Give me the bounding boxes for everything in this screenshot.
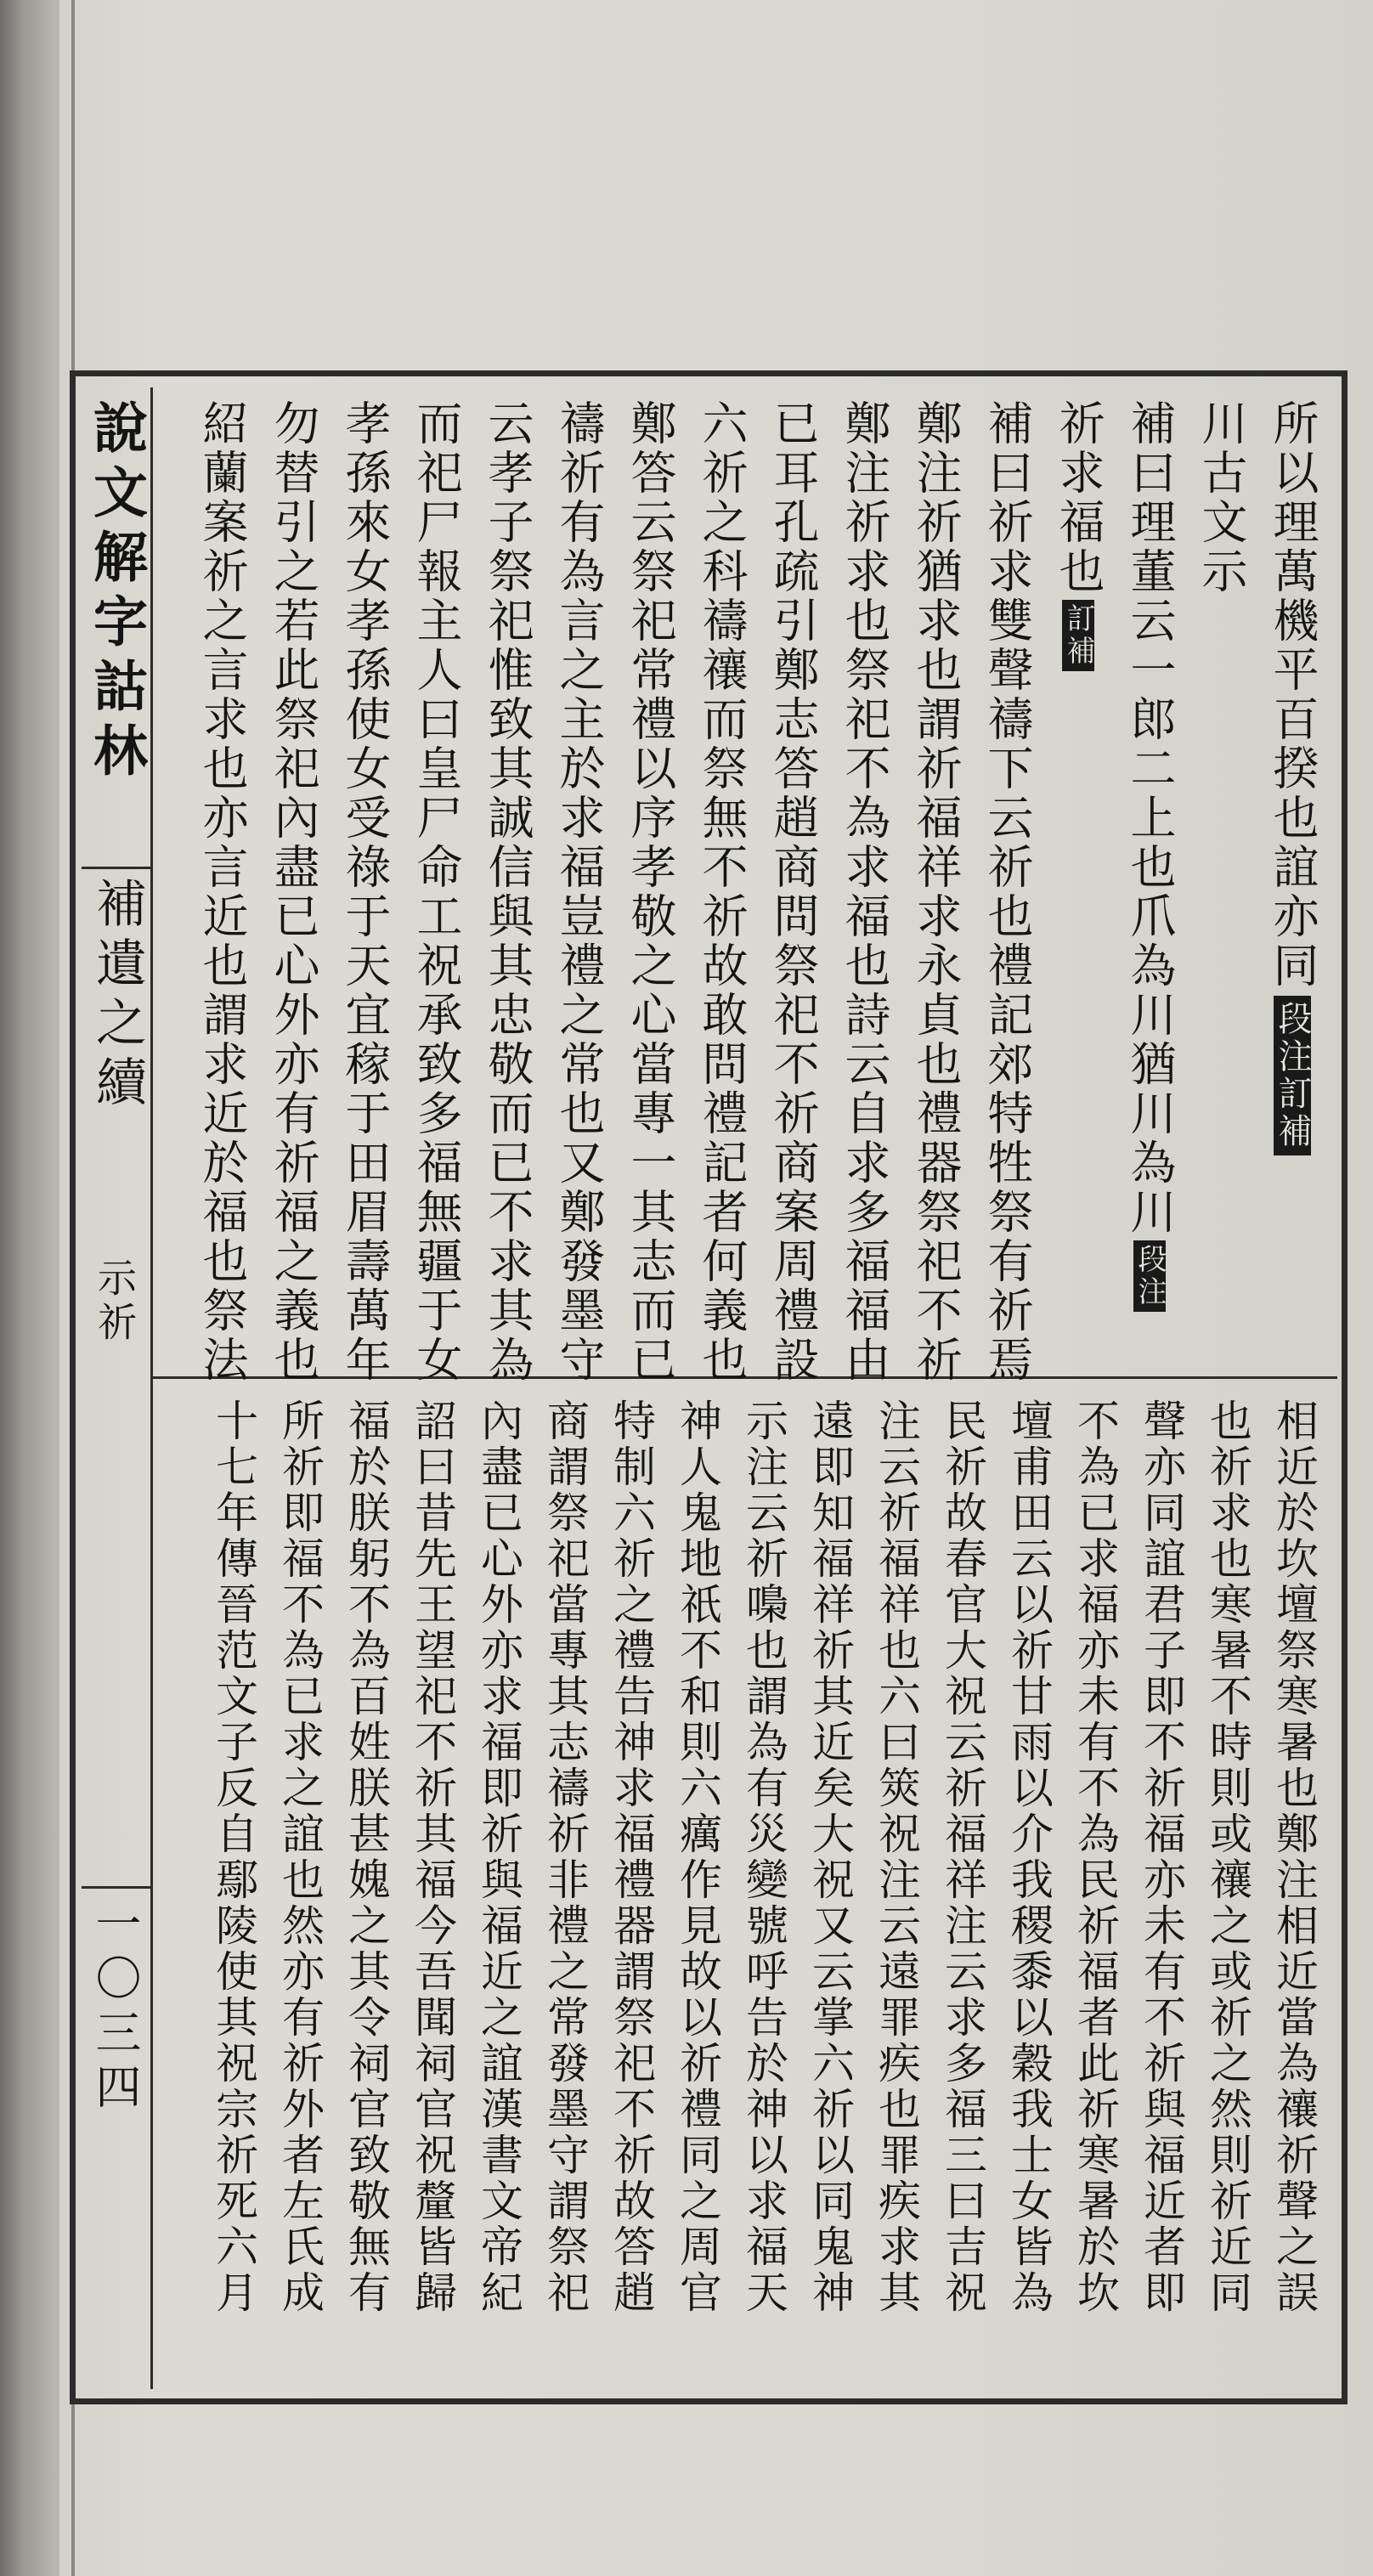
- upper-text-column: [338, 399, 392, 1385]
- page-number: 一〇三四: [88, 1900, 142, 2117]
- column-text: 補曰理董云一郎二上也爪為川猶川為川: [1123, 399, 1177, 1237]
- lower-text-column: 相近於坎壇祭寒暑也鄭注相近當為禳祈聲之誤: [1269, 1398, 1319, 2316]
- annotation-tag: 段注: [1133, 1240, 1166, 1312]
- upper-text-column: [1195, 399, 1248, 596]
- book-binding-edge: [0, 0, 59, 2576]
- section-title: 補遺之續: [88, 877, 147, 1115]
- lower-text-column: 商謂祭祀當專其志禱祈非禮之常發墨守謂祭祀: [540, 1398, 590, 2316]
- upper-text-column: [1266, 399, 1319, 1161]
- lower-text-column: 注云祈福祥也六曰筴祝注云遠罪疾也罪疾求其: [872, 1398, 921, 2316]
- column-text: 鄭答云祭祀常禮以序孝敬之心當專一其志而已: [624, 399, 677, 1385]
- lower-text-column: 內盡已心外亦求福即祈與福近之誼漢書文帝紀: [474, 1398, 523, 2316]
- lower-text-column: 示注云祈嘄也謂為有災變號呼告於神以求福天: [739, 1398, 788, 2316]
- book-title: 說文解字詁林: [84, 399, 148, 787]
- column-text: 川古文示: [1195, 399, 1248, 596]
- upper-text-column: [410, 399, 463, 1385]
- upper-text-column: [766, 399, 820, 1385]
- lower-text-column: 十七年傳晉范文子反自鄢陵使其祝宗祈死六月: [209, 1398, 258, 2316]
- annotation-tag: 訂補: [1062, 600, 1094, 671]
- upper-text-column: [980, 399, 1034, 1385]
- lower-text-column: 不為已求福亦未有不為民祈福者此祈寒暑於坎: [1071, 1398, 1120, 2316]
- lower-text-column: 神人鬼地祇不和則六癘作見故以祈禮同之周官: [673, 1398, 722, 2316]
- column-text: 鄭注祈求也祭祀不為求福也詩云自求多福福由: [838, 399, 891, 1385]
- upper-text-column: [552, 399, 606, 1385]
- column-text: 六祈之科禱禳而祭無不祈故敢問禮記者何義也: [695, 399, 749, 1385]
- upper-text-column: [1123, 399, 1177, 1315]
- upper-text-column: [695, 399, 749, 1385]
- column-text: 云孝子祭祀惟致其誠信與其忠敬而已不求其為: [481, 399, 534, 1385]
- lower-text-column: 福於朕躬不為百姓朕甚媿之其令祠官致敬無有: [342, 1398, 391, 2316]
- column-text: 補曰祈求雙聲禱下云祈也禮記郊特牲祭有祈焉: [980, 399, 1034, 1385]
- upper-text-column: [195, 399, 249, 1385]
- column-text: 已耳孔疏引鄭志答趙商問祭祀不祈商案周禮設: [766, 399, 820, 1385]
- annotation-tag: 段注訂補: [1274, 996, 1311, 1155]
- lower-text-column: 特制六祈之禮告神求福禮器謂祭祀不祈故答趙: [607, 1398, 656, 2316]
- gutter-separator-bottom: [82, 1886, 153, 1889]
- lower-text-column: 民祈故春官大祝云祈福祥注云求多福三曰吉祝: [938, 1398, 987, 2316]
- column-text: 所以理萬機平百揆也誼亦同: [1266, 399, 1319, 991]
- gutter-separator-top: [82, 867, 153, 869]
- radical-label: 示祈: [92, 1257, 138, 1346]
- lower-text-column: 也祈求也寒暑不時則或禳之或祈之然則祈近同: [1203, 1398, 1252, 2316]
- upper-text-column: [624, 399, 677, 1385]
- column-text: 祈求福也: [1052, 399, 1105, 596]
- upper-text-column: [481, 399, 534, 1385]
- column-text: 孝孫來女孝孫使女受祿于天宜稼于田眉壽萬年: [338, 399, 392, 1385]
- column-text: 勿替引之若此祭祀內盡已心外亦有祈福之義也: [267, 399, 320, 1385]
- column-text: 鄭注祈猶求也謂祈福祥求永貞也禮器祭祀不祈: [909, 399, 963, 1385]
- column-text: 紹蘭案祈之言求也亦言近也謂求近於福也祭法: [195, 399, 249, 1385]
- lower-text-column: 所祈即福不為已求之誼也然亦有祈外者左氏成: [275, 1398, 325, 2316]
- upper-text-column: [1052, 399, 1105, 675]
- upper-text-column: [267, 399, 320, 1385]
- lower-text-column: 詔曰昔先王望祀不祈其福今吾聞祠官祝釐皆歸: [408, 1398, 457, 2316]
- lower-text-column: 壇甫田云以祈甘雨以介我稷黍以穀我士女皆為: [1004, 1398, 1054, 2316]
- lower-text-column: 遠即知福祥祈其近矣大祝又云掌六祈以同鬼神: [805, 1398, 855, 2316]
- upper-text-column: [909, 399, 963, 1385]
- column-text: 而祀尸報主人曰皇尸命工祝承致多福無疆于女: [410, 399, 463, 1385]
- column-text: 禱祈有為言之主於求福豈禮之常也又鄭發墨守: [552, 399, 606, 1385]
- upper-text-column: [838, 399, 891, 1385]
- lower-text-column: 聲亦同誼君子即不祈福亦未有不祈與福近者即: [1137, 1398, 1186, 2316]
